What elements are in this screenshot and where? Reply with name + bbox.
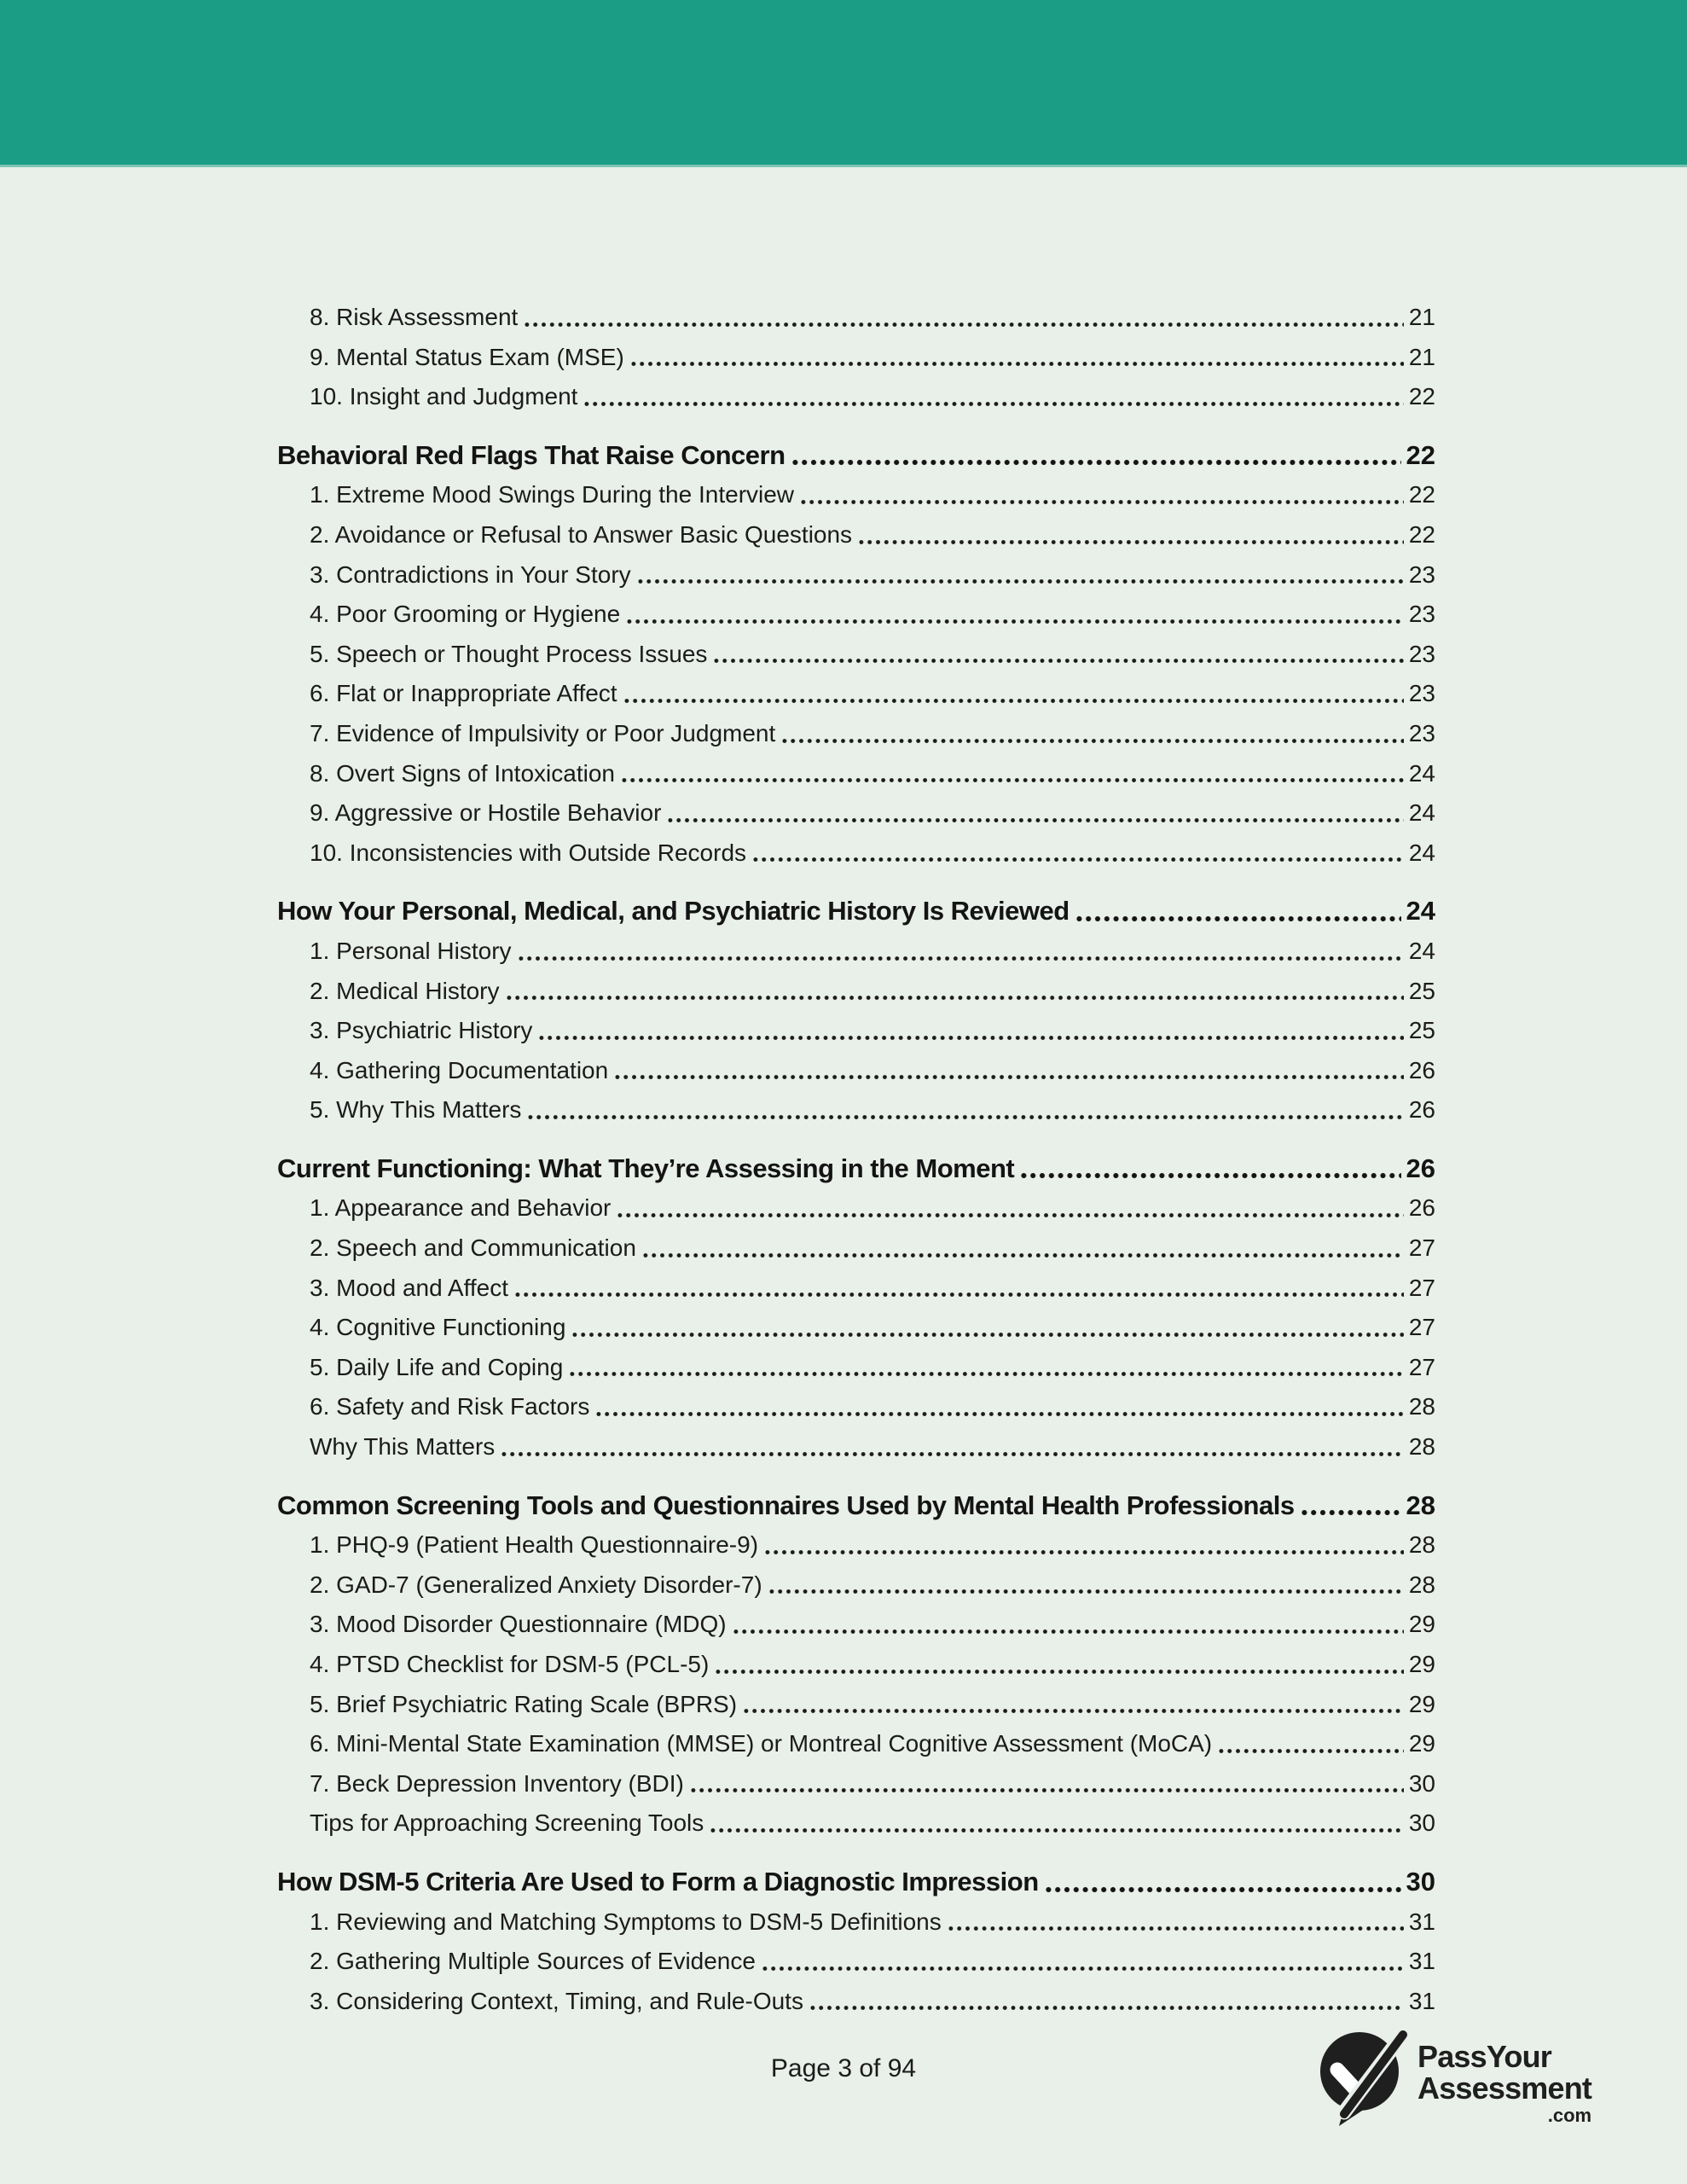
toc-section-heading: [277, 436, 1435, 476]
toc-entry-label: 1. Personal History: [310, 937, 512, 964]
toc-entry: [277, 1942, 1435, 1982]
toc-entry-page: 21: [1408, 343, 1435, 370]
dot-leader: [768, 1565, 1404, 1606]
toc-entry: [277, 475, 1435, 515]
toc-entry-page: 29: [1408, 1690, 1435, 1717]
dot-leader: [732, 1605, 1404, 1645]
table-of-contents: [277, 298, 1435, 2021]
checkmark-pin-icon: [1320, 2027, 1409, 2131]
brand-name-line1: PassYour: [1417, 2039, 1552, 2074]
toc-entry-page: 27: [1408, 1353, 1435, 1380]
toc-entry-label: 6. Safety and Risk Factors: [310, 1393, 590, 1420]
toc-entry-page: 28: [1408, 1571, 1435, 1598]
toc-entry-label: Tips for Approaching Screening Tools: [310, 1809, 704, 1837]
toc-entry-page: 28: [1406, 1490, 1435, 1520]
toc-entry: [277, 834, 1435, 874]
toc-entry-page: 24: [1408, 839, 1435, 866]
toc-entry-label: 3. Contradictions in Your Story: [310, 561, 631, 588]
dot-leader: [712, 635, 1403, 675]
toc-entry-label: 6. Flat or Inappropriate Affect: [310, 680, 617, 707]
dot-leader: [689, 1764, 1404, 1804]
dot-leader: [742, 1685, 1404, 1725]
dot-leader: [629, 338, 1404, 378]
toc-entry-page: 24: [1408, 759, 1435, 787]
toc-entry-label: 5. Why This Matters: [310, 1096, 522, 1124]
toc-entry-label: Current Functioning: What They’re Assessing in the Moment: [277, 1153, 1015, 1183]
toc-entry-label: 2. Gathering Multiple Sources of Evidence: [310, 1948, 756, 1975]
toc-entry-label: 1. Appearance and Behavior: [310, 1194, 612, 1222]
toc-section-heading: [277, 1149, 1435, 1189]
toc-entry-page: 22: [1408, 383, 1435, 410]
toc-entry-page: 29: [1408, 1730, 1435, 1757]
dot-leader: [791, 436, 1401, 476]
dot-leader: [594, 1387, 1403, 1427]
toc-entry-page: 22: [1408, 481, 1435, 508]
toc-entry-page: 27: [1408, 1314, 1435, 1341]
toc-entry-label: Why This Matters: [310, 1433, 496, 1461]
toc-entry: [277, 1605, 1435, 1645]
toc-entry: [277, 1387, 1435, 1427]
toc-entry: [277, 754, 1435, 794]
toc-entry-label: How Your Personal, Medical, and Psychiatric History Is Reviewed: [277, 896, 1070, 926]
toc-entry-label: 2. Medical History: [310, 977, 500, 1004]
toc-entry-label: 3. Considering Context, Timing, and Rule-Outs: [310, 1987, 803, 2014]
toc-entry-page: 23: [1408, 561, 1435, 588]
toc-entry-page: 25: [1408, 1017, 1435, 1044]
toc-entry: [277, 1525, 1435, 1565]
dot-leader: [625, 595, 1404, 635]
toc-entry: [277, 1685, 1435, 1725]
dot-leader: [1300, 1486, 1401, 1526]
toc-entry-label: Behavioral Red Flags That Raise Concern: [277, 439, 786, 470]
toc-entry: [277, 298, 1435, 338]
toc-entry-label: 3. Psychiatric History: [310, 1017, 533, 1044]
toc-entry: [277, 1764, 1435, 1804]
toc-entry-page: 26: [1406, 1153, 1435, 1183]
toc-entry: [277, 377, 1435, 417]
toc-entry-page: 30: [1408, 1809, 1435, 1837]
toc-entry-page: 31: [1408, 1908, 1435, 1935]
toc-entry-label: 8. Overt Signs of Intoxication: [310, 759, 615, 787]
dot-leader: [641, 1228, 1404, 1269]
dot-leader: [1019, 1149, 1400, 1189]
toc-entry-page: 26: [1408, 1194, 1435, 1222]
toc-entry-label: 2. GAD-7 (Generalized Anxiety Disorder-7): [310, 1571, 762, 1598]
toc-section-heading: [277, 892, 1435, 932]
toc-entry-page: 24: [1408, 799, 1435, 827]
brand-logo-text: [1417, 2041, 1591, 2126]
toc-entry-page: 28: [1408, 1531, 1435, 1559]
toc-entry-label: 4. Gathering Documentation: [310, 1056, 609, 1083]
dot-leader: [623, 674, 1404, 714]
toc-entry-label: 7. Beck Depression Inventory (BDI): [310, 1769, 684, 1797]
toc-entry-page: 22: [1408, 520, 1435, 548]
dot-leader: [571, 1308, 1403, 1348]
dot-leader: [513, 1269, 1404, 1309]
dot-leader: [809, 1982, 1404, 2022]
brand-name-line2: Assessment: [1417, 2071, 1592, 2106]
dot-leader: [1075, 892, 1401, 932]
toc-entry: [277, 1051, 1435, 1091]
toc-entry: [277, 1902, 1435, 1943]
toc-entry: [277, 674, 1435, 714]
dot-leader: [537, 1011, 1403, 1051]
toc-entry-page: 29: [1408, 1611, 1435, 1638]
toc-entry-label: 8. Risk Assessment: [310, 304, 519, 330]
dot-leader: [709, 1804, 1404, 1844]
dot-leader: [751, 834, 1404, 874]
toc-entry-label: 3. Mood Disorder Questionnaire (MDQ): [310, 1611, 727, 1638]
dot-leader: [763, 1525, 1404, 1565]
toc-entry: [277, 1645, 1435, 1685]
dot-leader: [583, 377, 1403, 417]
toc-entry-label: Common Screening Tools and Questionnaires Used by Mental Health Professionals: [277, 1490, 1295, 1520]
dot-leader: [780, 714, 1404, 754]
dot-leader: [526, 1090, 1403, 1130]
toc-entry: [277, 1982, 1435, 2022]
toc-entry-page: 31: [1408, 1948, 1435, 1975]
dot-leader: [636, 555, 1404, 595]
toc-entry-label: 10. Inconsistencies with Outside Records: [310, 839, 747, 866]
toc-entry: [277, 1269, 1435, 1309]
toc-entry-page: 29: [1408, 1651, 1435, 1677]
toc-entry-page: 27: [1408, 1274, 1435, 1301]
toc-entry-page: 28: [1408, 1433, 1435, 1461]
toc-entry: [277, 793, 1435, 834]
toc-entry: [277, 1565, 1435, 1606]
toc-entry-label: 7. Evidence of Impulsivity or Poor Judgment: [310, 719, 776, 746]
toc-entry-label: 1. Reviewing and Matching Symptoms to DSM-5 Definitions: [310, 1908, 942, 1935]
dot-leader: [666, 793, 1403, 834]
toc-entry: [277, 1011, 1435, 1051]
toc-entry: [277, 555, 1435, 595]
toc-entry-page: 24: [1408, 937, 1435, 964]
dot-leader: [620, 754, 1404, 794]
toc-section-heading: [277, 1486, 1435, 1526]
toc-entry: [277, 515, 1435, 555]
toc-entry: [277, 338, 1435, 378]
dot-leader: [799, 475, 1404, 515]
toc-entry-label: 9. Mental Status Exam (MSE): [310, 343, 624, 370]
toc-entry-label: 1. Extreme Mood Swings During the Interview: [310, 481, 795, 508]
brand-domain-suffix: .com: [1547, 2105, 1592, 2126]
dot-leader: [1044, 1862, 1401, 1902]
toc-entry-page: 22: [1406, 439, 1435, 470]
toc-entry-page: 26: [1408, 1096, 1435, 1124]
toc-entry-page: 26: [1408, 1056, 1435, 1083]
toc-entry-page: 24: [1406, 896, 1435, 926]
dot-leader: [1217, 1724, 1404, 1764]
toc-entry: [277, 1348, 1435, 1388]
toc-entry-label: 10. Insight and Judgment: [310, 383, 578, 410]
dot-leader: [761, 1942, 1404, 1982]
toc-entry: [277, 1308, 1435, 1348]
toc-entry-page: 31: [1408, 1987, 1435, 2014]
toc-entry: [277, 1724, 1435, 1764]
toc-entry: [277, 932, 1435, 972]
dot-leader: [714, 1645, 1404, 1685]
toc-entry-label: 4. PTSD Checklist for DSM-5 (PCL-5): [310, 1651, 710, 1677]
toc-entry: [277, 635, 1435, 675]
dot-leader: [517, 932, 1404, 972]
toc-entry-page: 30: [1408, 1769, 1435, 1797]
toc-entry: [277, 714, 1435, 754]
toc-entry-page: 23: [1408, 719, 1435, 746]
dot-leader: [947, 1902, 1404, 1943]
page-number: Page 3 of 94: [770, 2054, 917, 2082]
toc-entry-label: 2. Speech and Communication: [310, 1234, 636, 1262]
toc-entry-label: How DSM-5 Criteria Are Used to Form a Diagnostic Impression: [277, 1866, 1039, 1896]
toc-entry-label: 5. Speech or Thought Process Issues: [310, 640, 708, 667]
toc-entry-label: 4. Cognitive Functioning: [310, 1314, 566, 1341]
toc-entry: [277, 1228, 1435, 1269]
dot-leader: [857, 515, 1404, 555]
toc-entry-page: 25: [1408, 977, 1435, 1004]
toc-entry: [277, 972, 1435, 1012]
dot-leader: [568, 1348, 1404, 1388]
toc-section-heading: [277, 1862, 1435, 1902]
toc-entry-page: 23: [1408, 680, 1435, 707]
toc-entry: [277, 1188, 1435, 1228]
toc-entry: [277, 595, 1435, 635]
header-bar: [0, 0, 1687, 167]
toc-entry-page: 30: [1406, 1866, 1435, 1896]
toc-entry: [277, 1090, 1435, 1130]
dot-leader: [500, 1427, 1404, 1467]
dot-leader: [523, 298, 1404, 338]
brand-logo: [1320, 2027, 1591, 2131]
toc-entry: [277, 1427, 1435, 1467]
toc-entry-label: 4. Poor Grooming or Hygiene: [310, 601, 621, 628]
toc-entry-label: 3. Mood and Affect: [310, 1274, 508, 1301]
toc-entry-label: 5. Daily Life and Coping: [310, 1353, 564, 1380]
dot-leader: [613, 1051, 1404, 1091]
toc-entry-label: 5. Brief Psychiatric Rating Scale (BPRS): [310, 1690, 738, 1717]
toc-entry-page: 23: [1408, 640, 1435, 667]
toc-entry-page: 27: [1408, 1234, 1435, 1262]
toc-entry: [277, 1804, 1435, 1844]
toc-entry-page: 28: [1408, 1393, 1435, 1420]
dot-leader: [616, 1188, 1403, 1228]
toc-entry-page: 21: [1408, 304, 1435, 330]
toc-entry-page: 23: [1408, 601, 1435, 628]
dot-leader: [505, 972, 1404, 1012]
toc-entry-label: 6. Mini-Mental State Examination (MMSE) or Montreal Cognitive Assessment (MoCA): [310, 1730, 1213, 1757]
toc-entry-label: 9. Aggressive or Hostile Behavior: [310, 799, 662, 827]
toc-entry-label: 1. PHQ-9 (Patient Health Questionnaire-9): [310, 1531, 759, 1559]
toc-entry-label: 2. Avoidance or Refusal to Answer Basic Questions: [310, 520, 853, 548]
